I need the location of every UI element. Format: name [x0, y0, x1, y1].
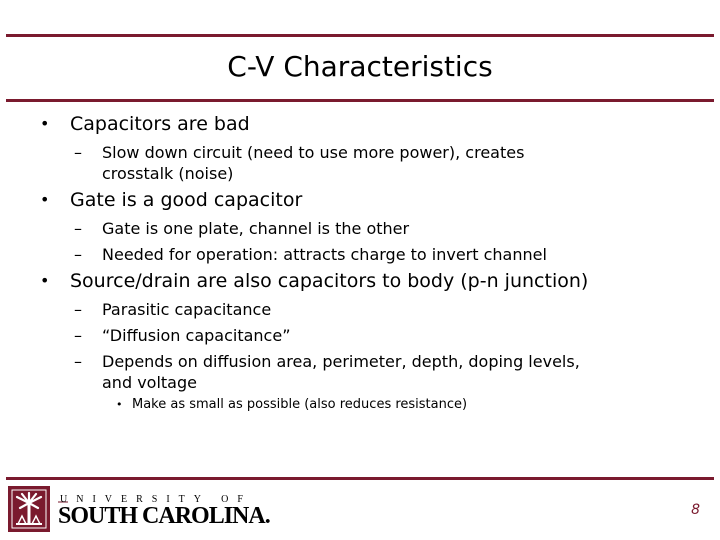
sub-bullet-text: and voltage [102, 373, 197, 392]
sub-sub-bullet-text: Make as small as possible (also reduces resistance) [132, 397, 468, 412]
bullet-marker: • [40, 114, 50, 133]
sub-bullet-marker: – [74, 219, 82, 238]
title-divider [6, 99, 714, 102]
top-divider [6, 34, 714, 37]
bullet-text: Source/drain are also capacitors to body (p-n junction) [70, 270, 589, 292]
university-name: SOUTH CAROLINA. [58, 503, 270, 529]
sub-bullet-marker: – [74, 245, 82, 264]
bullet-marker: • [40, 190, 50, 209]
page-number: 8 [691, 502, 700, 518]
palmetto-seal-icon [8, 486, 50, 532]
bullet-marker: • [40, 271, 50, 290]
sub-bullet-text: Gate is one plate, channel is the other [102, 219, 410, 238]
sub-bullet-marker: – [74, 300, 82, 319]
sub-sub-bullet-marker: • [116, 398, 123, 411]
sub-bullet-text: crosstalk (noise) [102, 164, 234, 183]
sub-bullet-marker: – [74, 326, 82, 345]
sub-bullet-text: “Diffusion capacitance” [102, 326, 291, 345]
sub-bullet-text: Needed for operation: attracts charge to invert channel [102, 245, 547, 264]
sub-bullet-text: Slow down circuit (need to use more power), creates [102, 143, 525, 162]
university-line: UNIVERSITY OF [60, 494, 252, 505]
slide-title: C-V Characteristics [227, 50, 493, 83]
footer-divider [6, 477, 714, 480]
bullet-text: Gate is a good capacitor [70, 189, 303, 211]
sub-bullet-marker: – [74, 143, 82, 162]
sub-bullet-text: Parasitic capacitance [102, 300, 272, 319]
bullet-text: Capacitors are bad [70, 113, 250, 135]
sub-bullet-marker: – [74, 352, 82, 371]
sub-bullet-text: Depends on diffusion area, perimeter, depth, doping levels, [102, 352, 580, 371]
